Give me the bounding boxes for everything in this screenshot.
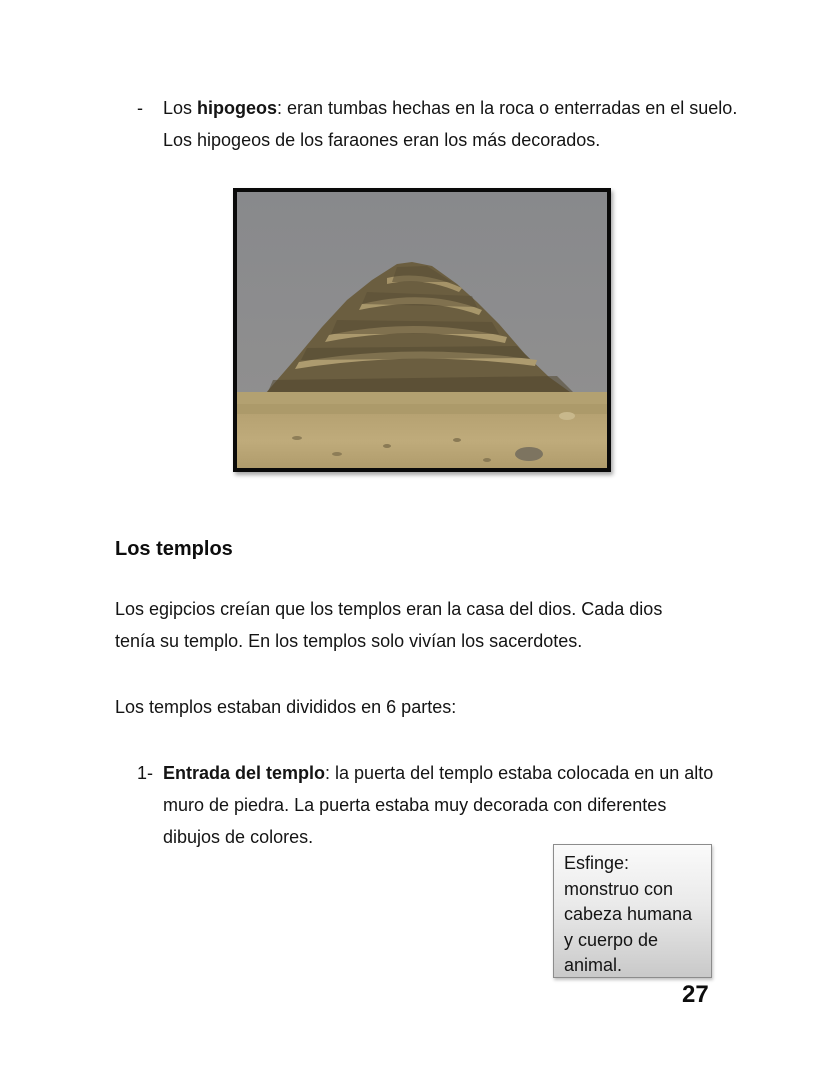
callout-box-esfinge [553,844,712,978]
callout-line: Esfinge: [564,853,630,873]
bullet-text: Los hipogeos: eran tumbas hechas en la roca o enterradas en el suelo. Los hipogeos de los faraones eran los más decorados. [163,98,738,150]
bold-term-hipogeos: hipogeos [197,98,278,118]
page-number: 27 [682,981,709,1008]
section-heading-templos: Los templos [115,538,233,560]
callout-line: monstruo con [564,878,674,899]
callout-line: animal. [564,955,623,975]
list-number: 1- [137,763,154,783]
paragraph-templos-partes: Los templos estaban divididos en 6 partes: [115,697,457,717]
callout-line: y cuerpo de [564,929,659,950]
step-pyramid-photo [233,188,611,472]
callout-line: cabeza humana [564,904,693,924]
bullet-dash: - [137,98,143,118]
pyramid-image-icon [237,192,607,468]
list-item-text: Entrada del templo: la puerta del templo estaba colocada en un alto muro de piedra. La puerta estaba muy decorada con diferentes dibujos de colores. [163,763,714,847]
paragraph-templos-intro: Los egipcios creían que los templos eran la casa del dios. Cada dios tenía su templo. En los templos solo vivían los sacerdotes. [115,599,663,651]
bold-term-entrada: Entrada del templo [163,763,326,783]
